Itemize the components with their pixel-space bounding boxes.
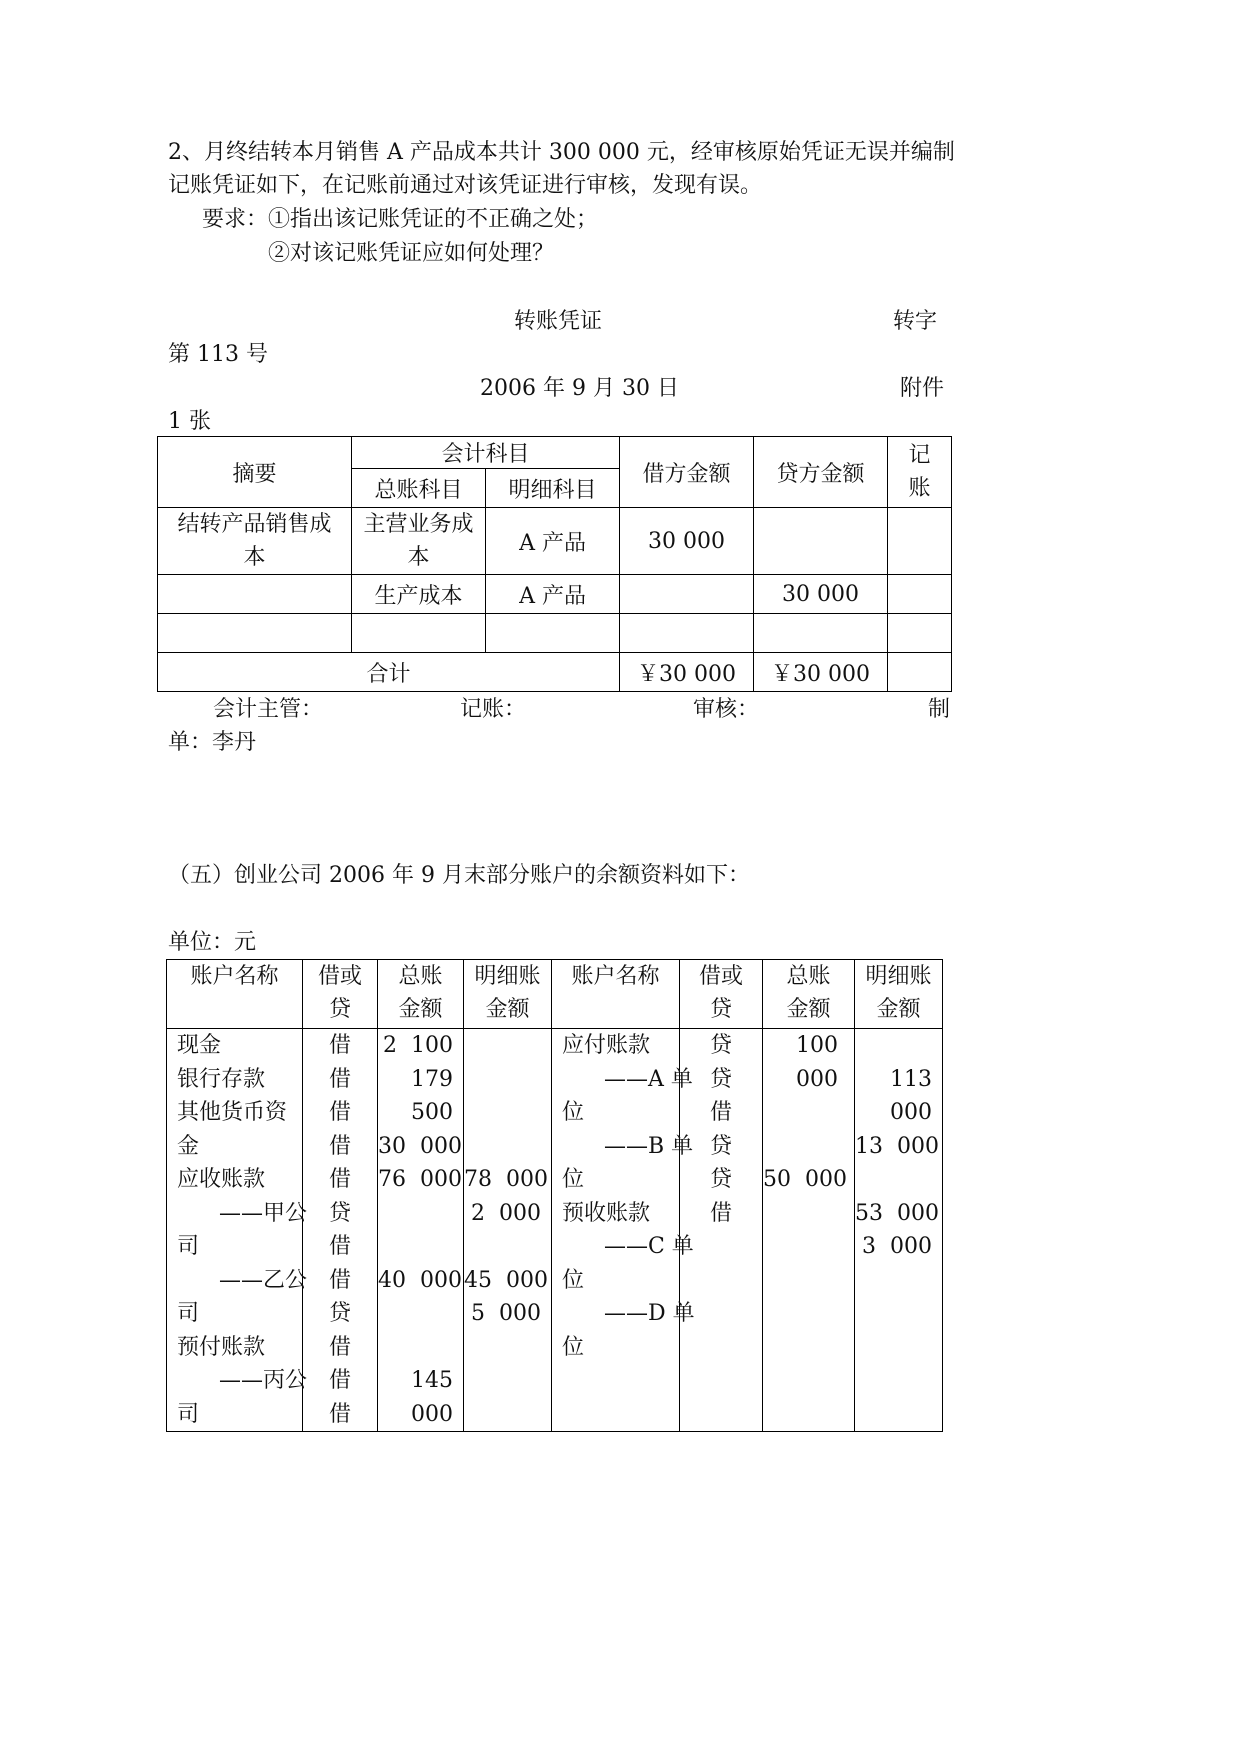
row-debit: 30 000: [620, 508, 754, 575]
header-detail: 明细科目: [486, 469, 620, 508]
question-line-1: 2、月终结转本月销售 A 产品成本共计 300 000 元，经审核原始凭证无误并编制: [168, 140, 955, 165]
voucher-date: 2006 年 9 月 30 日: [480, 376, 679, 401]
row-detail: A 产品: [486, 575, 620, 614]
left-dc: 借 借 借 借 借 贷 借 借 贷 借 借 借: [303, 1029, 378, 1432]
row-posted: [888, 575, 952, 614]
row-detail: A 产品: [486, 508, 620, 575]
voucher-attach-count: 1 张: [168, 409, 211, 434]
row-summary: [158, 575, 352, 614]
requirement-1: 要求：①指出该记账凭证的不正确之处；: [202, 207, 599, 232]
row-credit: 30 000: [754, 575, 888, 614]
left-detail: 78 000 2 000 45 000 5 000: [464, 1029, 552, 1432]
sign-auditor: 审核：: [693, 697, 760, 722]
sign-supervisor: 会计主管：: [213, 697, 324, 722]
row-posted: [888, 508, 952, 575]
row-credit: [754, 508, 888, 575]
table-row: [158, 508, 952, 575]
section5-title: （五）创业公司 2006 年 9 月末部分账户的余额资料如下：: [168, 863, 750, 888]
table-row: [158, 575, 952, 614]
header-credit: 贷方金额: [754, 437, 888, 508]
row-summary: 结转产品销售成 本: [158, 508, 352, 575]
sign-bookkeeper: 记账：: [460, 697, 527, 722]
voucher-attach: 附件: [900, 376, 945, 401]
row-general: 主营业务成 本: [352, 508, 486, 575]
voucher-zi: 转字: [893, 309, 938, 334]
voucher-number: 第 113 号: [168, 342, 268, 367]
header-detail-left: 明细账 金额: [464, 960, 552, 1029]
right-account-names: 应付账款 ——A 单 位 ——B 单 位 预收账款 ——C 单 位 ——D 单 位: [552, 1029, 680, 1432]
header-dc-left: 借或 贷: [303, 960, 378, 1029]
right-dc: 贷 贷 借 贷 贷 借: [680, 1029, 763, 1432]
left-total: 2 100 179 500 30 000 76 000 40 000 145 000: [378, 1029, 464, 1432]
row-debit: [620, 575, 754, 614]
right-detail: 113 000 13 000 53 000 3 000: [855, 1029, 943, 1432]
section5-unit: 单位：元: [168, 930, 257, 955]
total-row: [158, 653, 952, 692]
question-line-2: 记账凭证如下，在记账前通过对该凭证进行审核，发现有误。: [168, 173, 763, 198]
header-name-left: 账户名称: [167, 960, 303, 1029]
header-total-left: 总账 金额: [378, 960, 464, 1029]
row-summary: [158, 614, 352, 653]
row-debit: [620, 614, 754, 653]
row-posted: [888, 614, 952, 653]
row-credit: [754, 614, 888, 653]
total-debit: ￥30 000: [620, 653, 754, 692]
total-posted: [888, 653, 952, 692]
header-general: 总账科目: [352, 469, 486, 508]
voucher-table: [157, 436, 952, 692]
left-account-names: 现金 银行存款 其他货币资 金 应收账款 ——甲公 司 ——乙公 司 预付账款 ——丙公 司: [167, 1029, 303, 1432]
header-total-right: 总账 金额: [763, 960, 855, 1029]
sign-maker-a: 制: [928, 697, 951, 722]
voucher-title: 转账凭证: [514, 309, 603, 334]
right-total: 100 000 50 000: [763, 1029, 855, 1432]
sign-maker-b: 单：李丹: [168, 730, 257, 755]
table-row: [158, 614, 952, 653]
header-debit: 借方金额: [620, 437, 754, 508]
header-detail-right: 明细账 金额: [855, 960, 943, 1029]
requirement-2: ②对该记账凭证应如何处理？: [268, 241, 555, 266]
header-account: 会计科目: [352, 437, 620, 469]
header-name-right: 账户名称: [552, 960, 680, 1029]
row-general: [352, 614, 486, 653]
total-credit: ￥30 000: [754, 653, 888, 692]
balance-table: [166, 959, 943, 1432]
total-label: 合计: [158, 653, 620, 692]
header-dc-right: 借或 贷: [680, 960, 763, 1029]
row-general: 生产成本: [352, 575, 486, 614]
row-detail: [486, 614, 620, 653]
header-summary: 摘要: [158, 437, 352, 508]
header-posted: 记 账: [888, 437, 952, 508]
